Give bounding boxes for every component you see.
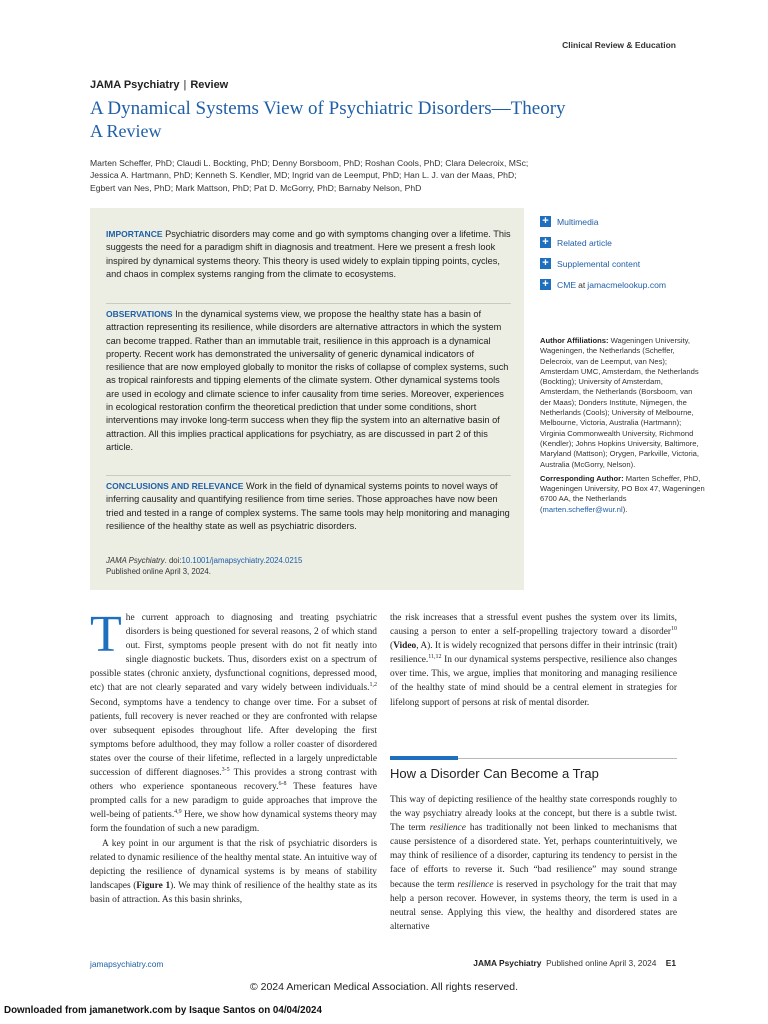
body-text: ( (390, 641, 394, 652)
journal-type-line (90, 79, 228, 91)
body-text: the risk increases that a stressful event pushes the system over its limits, causing a person to enter a self-propelling trajectory toward a disorder (390, 613, 677, 638)
observations-heading: OBSERVATIONS (106, 309, 173, 319)
body-column-1 (90, 606, 377, 907)
body-text: This provides a strong contrast with others who experience spontaneous recovery. (90, 768, 377, 793)
body-column-2-section (390, 793, 677, 934)
abstract-observations (106, 308, 511, 454)
figure-reference[interactable]: Figure 1 (136, 880, 171, 891)
separator: | (183, 79, 187, 91)
reference-sup[interactable]: 1,2 (369, 682, 377, 689)
abstract-divider (106, 303, 511, 304)
body-text: ). We may think of resilience of the healthy state as its basin of attraction. As this basin shrinks, (90, 880, 377, 905)
video-reference[interactable]: Video (393, 641, 417, 652)
reference-sup[interactable]: 3-5 (221, 766, 230, 773)
abstract-box (90, 208, 524, 590)
reference-sup[interactable]: 11,12 (428, 654, 442, 661)
side-links (540, 211, 666, 295)
link-label: CME (557, 279, 577, 290)
body-text: In our dynamical systems perspective, resilience also changes over time. This, we argue, implies that monitoring and managing resilience of the healthy state of mind should be a central element in strategies for lifelong support of persons at risk of mental disorder. (390, 655, 677, 708)
body-text: is reserved in psychology for the trait that may help a person recover. However, in systems theory, the term is used in a neutral sense. Applying this view, the healthy and disordered states are alternative (390, 879, 677, 932)
conclusions-heading: CONCLUSIONS AND RELEVANCE (106, 481, 244, 491)
footer-info (473, 958, 676, 968)
emphasis: resilience (429, 823, 466, 834)
citation-journal: JAMA Psychiatry (106, 556, 165, 565)
corresponding-end: ). (622, 504, 628, 514)
importance-heading: IMPORTANCE (106, 229, 163, 239)
multimedia-link[interactable] (540, 211, 666, 232)
body-text: , A). It is widely recognized that persons differ in their intrinsic (trait) resilience. (390, 641, 677, 666)
footer-published: Published online April 3, 2024 (546, 958, 657, 968)
body-text: Second, symptoms have a tendency to change over time. For a subset of patients, full recovery is never reached or they are confronted with relapse over subsequent episodes throughout life. After developing the first symptoms before adulthood, they may follow a roller coaster of disordered states over the course of their lifetime, reflected in a largely unpredictable succession of different diagnoses. (90, 697, 377, 779)
body-text: A key point in our argument is that the risk of psychiatric disorders is related to dynamic resilience of the healthy mental state. An intuitive way of depicting the resilience of dynamical systems is by means of stability landscapes ( (90, 838, 377, 891)
drop-cap: T (90, 606, 122, 663)
affiliations-text: Wageningen University, Wageningen, the Netherlands (Scheffer, Delecroix, van de Leemput, van Nes); Amsterdam UMC, Amsterdam, the Netherlands (Bockting); University of Amsterdam, Amsterdam, the Netherlands (Borsboom, van der Maas); Donders Institute, Nijmegen, the Netherlands (Cools); University of Melbourne, Melbourne, Victoria, Australia (Hartmann); Virginia Commonwealth University, Richmond (Kendler); Johns Hopkins University, Baltimore, Maryland (Mattson); Orygen, Parkville, Victoria, Australia (McGorry, Nelson). (540, 336, 699, 469)
email-link[interactable]: marten.scheffer@wur.nl (542, 504, 623, 514)
page-number: E1 (665, 958, 676, 968)
copyright-notice: © 2024 American Medical Association. All rights reserved. (249, 981, 519, 993)
footer-journal: JAMA Psychiatry (473, 958, 542, 968)
journal-site-link[interactable]: jamapsychiatry.com (90, 959, 164, 969)
corresponding-text: Marten Scheffer, PhD, Wageningen University, PO Box 47, Wageningen 6700 AA, the Netherlands ( (540, 473, 705, 514)
affiliations-heading: Author Affiliations: (540, 336, 609, 345)
author-affiliations (540, 336, 705, 515)
emphasis: resilience (457, 879, 494, 890)
journal-name: JAMA Psychiatry (90, 79, 180, 91)
link-label: Supplemental content (557, 258, 641, 269)
plus-icon: + (540, 216, 551, 227)
abstract-importance (106, 228, 511, 281)
body-text: Here, we show how dynamical systems theory may form the foundation of such a new paradigm. (90, 810, 377, 835)
body-text: This way of depicting resilience of the healthy state corresponds roughly to the way psychiatry already looks at the concept, but there is a subtle twist. The term (390, 795, 677, 834)
plus-icon: + (540, 279, 551, 290)
importance-text: Psychiatric disorders may come and go with symptoms changing over a lifetime. This suggests the need for a paradigm shift in diagnosis and treatment. Here we present a fresh look inspired by dynamical systems theory. This theory is used widely to explain tipping points, cycles, and chaos in complex systems ranging from the climate to ecosystems. (106, 229, 511, 279)
authors-line: Jessica A. Hartmann, PhD; Kenneth S. Kendler, MD; Ingrid van de Leemput, PhD; Han L. J. van der Maas, PhD; (90, 170, 517, 181)
cme-link[interactable] (540, 274, 666, 295)
section-label: Clinical Review & Education (562, 40, 676, 50)
link-label: Multimedia (557, 216, 599, 227)
observations-text: In the dynamical systems view, we propose the healthy state has a basin of attraction representing its resilience, while disorders are alternative attractors in which the system can become trapped. Rather than an immutable trait, resilience in this approach is a dynamical property. Recent work has demonstrated the universality of generic dynamical indicators of resilience that are now employed globally to monitor the risks of collapse of complex systems, such as tropical rainforests and tipping elements of the climate system. Other dynamical systems tools are used in ecology and climate science to infer causality from time series. Moreover, experiences in ecological restoration confirm the theoretical prediction that under some conditions, short interventions may invoke long-term success when they flip the system into an alternative basin of attraction. All this implies practical applications for psychiatry, as are discussed in part 2 of this article. (106, 309, 509, 452)
body-text: These features have prompted calls for a new paradigm to guide approaches that improve the well-being of patients. (90, 782, 377, 821)
download-notice: Downloaded from jamanetwork.com by Isaque Santos on 04/04/2024 (4, 1005, 322, 1016)
section-heading: How a Disorder Can Become a Trap (390, 766, 599, 781)
citation-doi-prefix: . doi: (164, 556, 182, 565)
reference-sup[interactable]: 10 (671, 625, 677, 632)
supplemental-content-link[interactable] (540, 253, 666, 274)
related-article-link[interactable] (540, 232, 666, 253)
body-text: he current approach to diagnosing and treating psychiatric disorders is being questioned for several reasons, 2 of which stand out. First, symptoms people present with do not fit neatly into single diagnostic buckets. Thus, disorders exist on a spectrum of possible states (chronic anxiety, dysfunctional cognitions, depressed mood, etc) that are not clearly separated and vary widely between individuals. (90, 613, 377, 694)
article-title: A Dynamical Systems View of Psychiatric Disorders—Theory (90, 98, 566, 119)
doi-link[interactable]: 10.1001/jamapsychiatry.2024.0215 (181, 556, 303, 565)
authors-line: Egbert van Nes, PhD; Mark Mattson, PhD; Pat D. McGorry, PhD; Barnaby Nelson, PhD (90, 182, 422, 193)
body-paragraph (90, 837, 377, 907)
conclusions-text: Work in the field of dynamical systems points to novel ways of inferring causality and quantifying resilience from time series. Those approaches have now been tried and tested in a range of complex systems. The same tools may help monitoring and managing resilience of the healthy state as well as psychiatric disorders. (106, 481, 510, 531)
published-date: Published online April 3, 2024. (106, 567, 211, 576)
abstract-divider (106, 475, 511, 476)
article-type: Review (190, 79, 229, 91)
plus-icon: + (540, 258, 551, 269)
reference-sup[interactable]: 6-8 (278, 781, 287, 787)
article-subtitle: A Review (90, 121, 162, 141)
abstract-conclusions (106, 480, 511, 533)
body-column-2 (390, 611, 677, 710)
corresponding-heading: Corresponding Author: (540, 473, 624, 483)
cme-url[interactable]: jamacmelookup.com (587, 279, 667, 290)
body-text: has traditionally not been linked to mechanisms that cause persistence of a disordered state. Yet, perhaps counterintuitively, we may think of resilience of a disorder, capturing its tendency to persist in the face of efforts to reverse it. Such “bad resilience” may sound strange because the term (390, 823, 677, 890)
plus-icon: + (540, 237, 551, 248)
reference-sup[interactable]: 4,9 (174, 809, 182, 816)
link-label: Related article (557, 237, 612, 248)
authors-line: Marten Scheffer, PhD; Claudi L. Bockting, PhD; Denny Borsboom, PhD; Roshan Cools, PhD; Clara Delecroix, MSc; (90, 158, 529, 168)
link-connector: at (578, 279, 586, 290)
citation (106, 555, 302, 577)
section-rule-accent (390, 756, 458, 760)
author-list (90, 157, 540, 194)
